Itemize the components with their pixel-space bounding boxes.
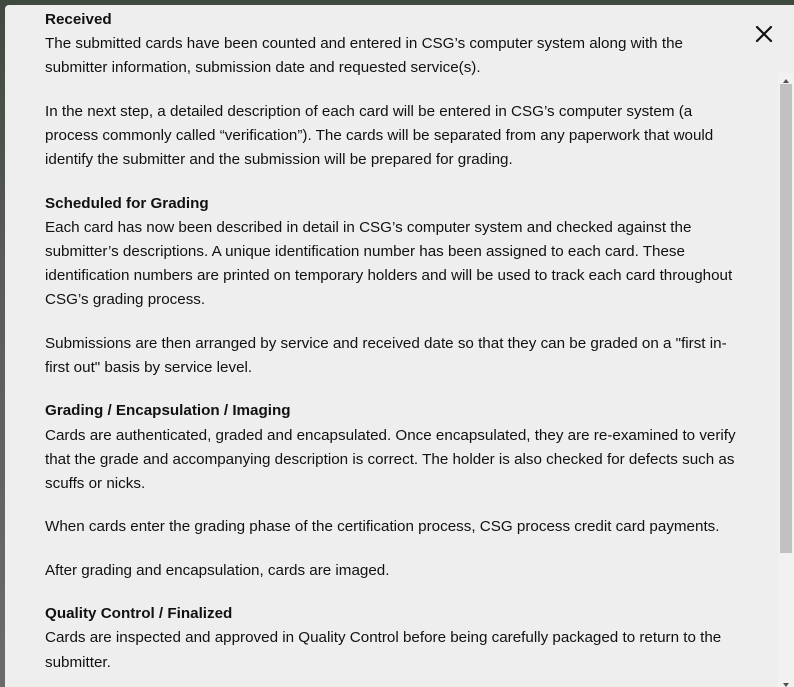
scrollbar-thumb[interactable]: [780, 84, 792, 553]
scroll-down-arrow[interactable]: [778, 677, 794, 687]
status-info-modal: [5, 5, 794, 687]
section-paragraph: Submissions are then arranged by service and received date so that they can be graded on a "first in-first out" basis by service level.: [45, 334, 727, 376]
section-paragraph: In the next step, a detailed description of each card will be entered in CSG’s computer system (a process commonly called “verification”). The cards will be separated from any paperwork that would identify the submitter and the submission will be prepared for grading.: [45, 102, 714, 169]
triangle-down-icon: [778, 680, 794, 687]
scroll-up-arrow[interactable]: [778, 73, 794, 83]
section-grading-encapsulation-imaging: [45, 399, 745, 583]
vertical-scrollbar[interactable]: [778, 73, 794, 687]
section-received: [45, 8, 745, 172]
section-title: Scheduled for Grading: [45, 194, 209, 212]
close-icon: [754, 24, 774, 44]
close-button[interactable]: [754, 24, 774, 44]
section-quality-control-finalized: [45, 602, 745, 675]
modal-content: [45, 8, 745, 675]
section-paragraph: Each card has now been described in detail in CSG’s computer system and checked against the submitter’s descriptions. A unique identification number has been assigned to each card. These identification numbers are printed on temporary holders and will be used to track each card throughout CSG’s grading process.: [45, 218, 733, 309]
section-paragraph: The submitted cards have been counted and entered in CSG’s computer system along with the submitter information, submission date and requested service(s).: [45, 35, 683, 77]
section-paragraph: After grading and encapsulation, cards are imaged.: [45, 561, 390, 579]
section-paragraph: When cards enter the grading phase of the certification process, CSG process credit card payments.: [45, 518, 720, 536]
section-title: Grading / Encapsulation / Imaging: [45, 402, 291, 420]
section-title: Quality Control / Finalized: [45, 605, 233, 623]
section-title: Received: [45, 11, 112, 28]
section-scheduled-for-grading: [45, 192, 745, 381]
section-paragraph: Cards are authenticated, graded and encapsulated. Once encapsulated, they are re-examined to verify that the grade and accompanying description is correct. The holder is also checked for defects such as scuffs or nicks.: [45, 426, 736, 492]
section-paragraph: Cards are inspected and approved in Quality Control before being carefully packaged to return to the submitter.: [45, 629, 722, 671]
